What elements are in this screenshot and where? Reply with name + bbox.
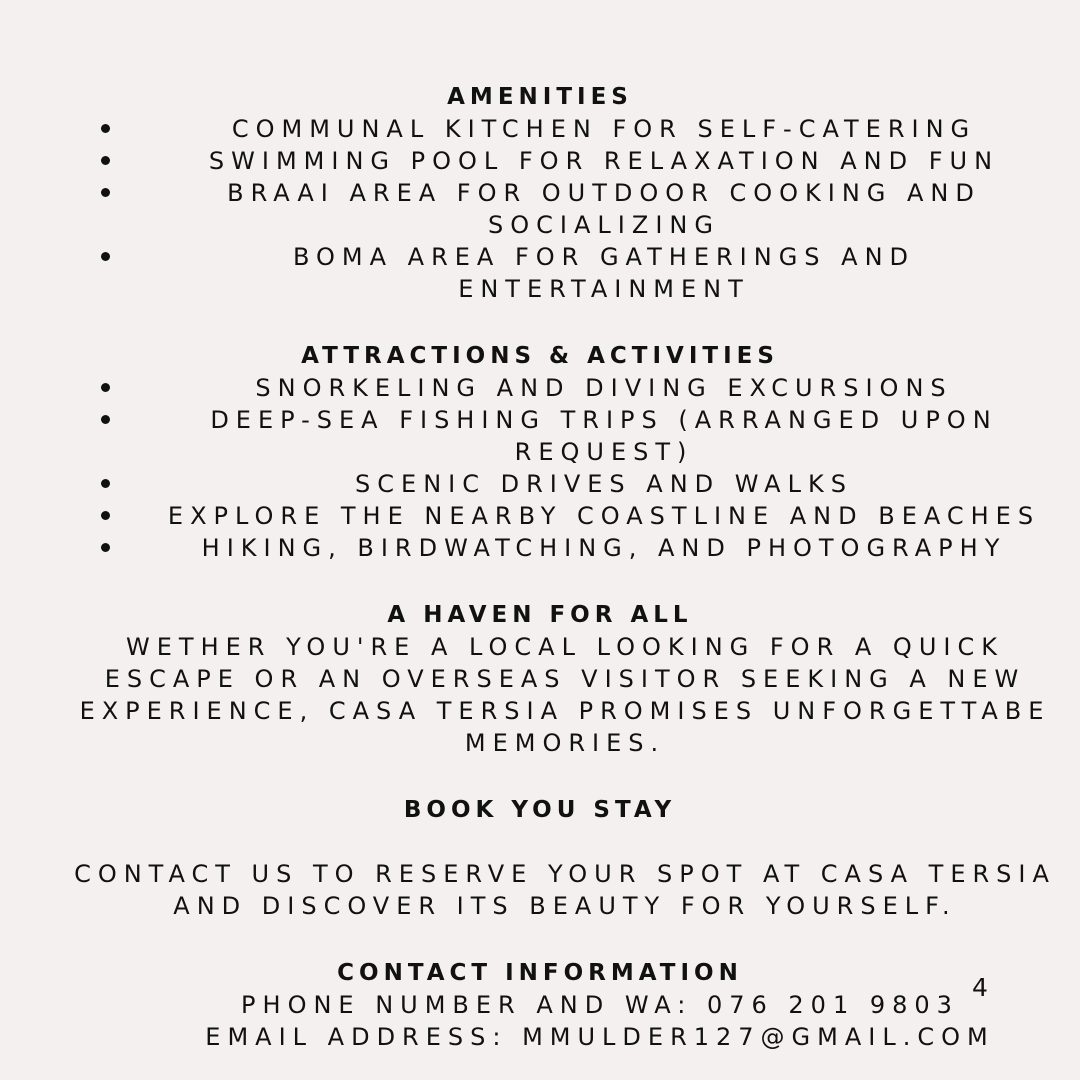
attraction-item-line: SCENIC DRIVES AND WALKS [355, 470, 853, 498]
bullet-dot [101, 383, 110, 392]
attraction-item-line: SNORKELING AND DIVING EXCURSIONS [255, 374, 953, 402]
phone-line: PHONE NUMBER AND WA: 076 201 9803 [241, 991, 959, 1019]
bullet-dot [101, 156, 110, 165]
amenity-item-line: BRAAI AREA FOR OUTDOOR COOKING AND [227, 179, 981, 207]
booking-heading: BOOK YOU STAY [403, 797, 677, 823]
haven-text-line: ESCAPE OR AN OVERSEAS VISITOR SEEKING A NEW [104, 665, 1026, 693]
attraction-item-line: HIKING, BIRDWATCHING, AND PHOTOGRAPHY [201, 534, 1007, 562]
attractions-heading: ATTRACTIONS & ACTIVITIES [301, 343, 779, 369]
booking-text-line: CONTACT US TO RESERVE YOUR SPOT AT CASA TERSIA [74, 860, 1056, 888]
amenity-item-line: COMMUNAL KITCHEN FOR SELF-CATERING [231, 115, 977, 143]
amenities-heading: AMENITIES [447, 84, 633, 110]
bullet-dot [101, 511, 110, 520]
amenity-item-line: SWIMMING POOL FOR RELAXATION AND FUN [208, 147, 1000, 175]
bullet-dot [101, 479, 110, 488]
haven-heading: A HAVEN FOR ALL [387, 602, 693, 628]
haven-text-line: EXPERIENCE, CASA TERSIA PROMISES UNFORGETTABE [79, 697, 1051, 725]
attraction-item-line: DEEP-SEA FISHING TRIPS (ARRANGED UPON [210, 406, 998, 434]
booking-text-line: AND DISCOVER ITS BEAUTY FOR YOURSELF. [173, 892, 957, 920]
bullet-dot [101, 252, 110, 261]
bullet-dot [101, 543, 110, 552]
bullet-dot [101, 124, 110, 133]
email-line: EMAIL ADDRESS: MMULDER127@GMAIL.COM [205, 1023, 995, 1051]
haven-text-line: MEMORIES. [464, 729, 666, 757]
attraction-item-line: REQUEST) [514, 438, 694, 466]
amenity-item-line: ENTERTAINMENT [458, 275, 750, 303]
bullet-dot [101, 188, 110, 197]
amenity-item-line: SOCIALIZING [488, 211, 720, 239]
attraction-item-line: EXPLORE THE NEARBY COASTLINE AND BEACHES [167, 502, 1041, 530]
contact-heading: CONTACT INFORMATION [337, 960, 743, 986]
page-number: 4 [972, 973, 988, 1002]
bullet-dot [101, 415, 110, 424]
haven-text-line: WETHER YOU'RE A LOCAL LOOKING FOR A QUICK [126, 633, 1004, 661]
amenity-item-line: BOMA AREA FOR GATHERINGS AND [292, 243, 916, 271]
